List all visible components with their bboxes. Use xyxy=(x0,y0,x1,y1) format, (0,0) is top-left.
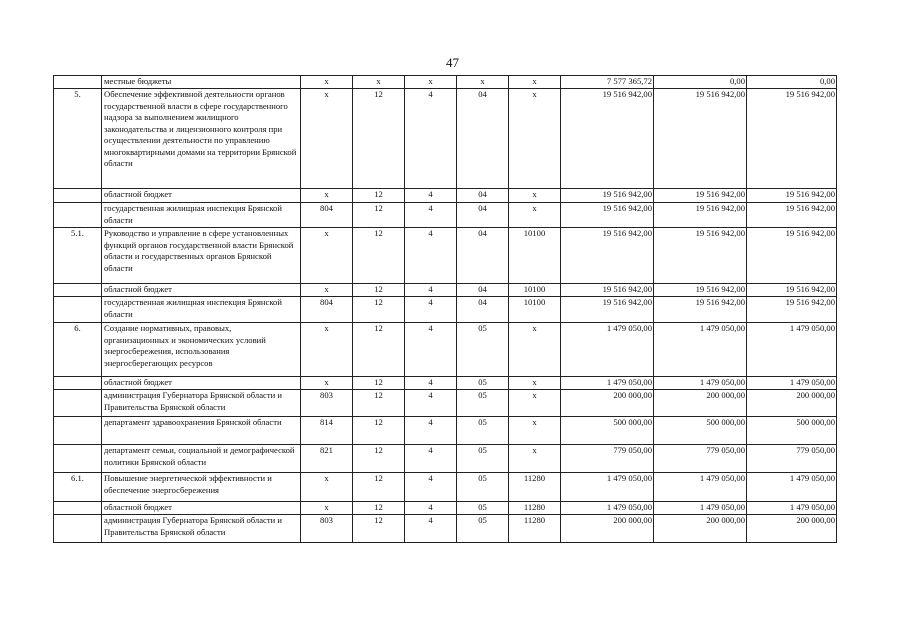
table-row xyxy=(54,515,837,543)
table-row xyxy=(54,228,837,284)
code-ministry: 803 xyxy=(301,390,353,417)
amount-year-2: 19 516 942,00 xyxy=(654,297,747,323)
code-subprogram: 4 xyxy=(405,323,457,377)
amount-year-3: 19 516 942,00 xyxy=(747,297,837,323)
amount-year-1: 1 479 050,00 xyxy=(561,377,654,390)
code-direction: x xyxy=(509,390,561,417)
row-description: областной бюджет xyxy=(102,284,301,297)
amount-year-1: 19 516 942,00 xyxy=(561,284,654,297)
amount-year-1: 779 050,00 xyxy=(561,445,654,473)
amount-year-1: 7 577 365,72 xyxy=(561,76,654,89)
row-number xyxy=(54,203,102,228)
code-event: 04 xyxy=(457,189,509,203)
table-row xyxy=(54,377,837,390)
amount-year-2: 19 516 942,00 xyxy=(654,203,747,228)
row-number xyxy=(54,377,102,390)
code-direction: 11280 xyxy=(509,502,561,515)
row-number xyxy=(54,515,102,543)
amount-year-2: 1 479 050,00 xyxy=(654,377,747,390)
table-row xyxy=(54,89,837,189)
row-description: Обеспечение эффективной деятельности органов государственной власти в сфере государственного надзора за выполнением жилищного законодательства и лицензионного контроля при осуществлении деятельности по управлению многоквартирными домами на территории Брянской области xyxy=(102,89,301,189)
amount-year-3: 19 516 942,00 xyxy=(747,89,837,189)
code-subprogram: 4 xyxy=(405,284,457,297)
code-direction: 10100 xyxy=(509,297,561,323)
amount-year-2: 1 479 050,00 xyxy=(654,323,747,377)
code-direction: 10100 xyxy=(509,284,561,297)
code-program: 12 xyxy=(353,515,405,543)
code-subprogram: 4 xyxy=(405,473,457,502)
amount-year-2: 19 516 942,00 xyxy=(654,89,747,189)
code-program: 12 xyxy=(353,323,405,377)
row-description: областной бюджет xyxy=(102,502,301,515)
code-ministry: x xyxy=(301,502,353,515)
amount-year-2: 779 050,00 xyxy=(654,445,747,473)
row-number xyxy=(54,189,102,203)
amount-year-2: 200 000,00 xyxy=(654,515,747,543)
code-direction: x xyxy=(509,189,561,203)
row-number xyxy=(54,76,102,89)
code-subprogram: 4 xyxy=(405,189,457,203)
row-description: департамент здравоохранения Брянской области xyxy=(102,417,301,445)
code-direction: 10100 xyxy=(509,228,561,284)
table-row xyxy=(54,473,837,502)
code-ministry: x xyxy=(301,76,353,89)
code-event: 05 xyxy=(457,377,509,390)
code-subprogram: 4 xyxy=(405,390,457,417)
code-event: x xyxy=(457,76,509,89)
code-event: 04 xyxy=(457,284,509,297)
code-subprogram: x xyxy=(405,76,457,89)
code-event: 04 xyxy=(457,228,509,284)
amount-year-2: 1 479 050,00 xyxy=(654,473,747,502)
table-row xyxy=(54,417,837,445)
code-ministry: 821 xyxy=(301,445,353,473)
code-program: 12 xyxy=(353,417,405,445)
code-subprogram: 4 xyxy=(405,228,457,284)
code-event: 04 xyxy=(457,203,509,228)
code-program: 12 xyxy=(353,473,405,502)
code-direction: x xyxy=(509,323,561,377)
row-description: государственная жилищная инспекция Брянской области xyxy=(102,297,301,323)
code-subprogram: 4 xyxy=(405,89,457,189)
code-subprogram: 4 xyxy=(405,377,457,390)
row-description: местные бюджеты xyxy=(102,76,301,89)
code-program: 12 xyxy=(353,377,405,390)
row-description: областной бюджет xyxy=(102,189,301,203)
code-event: 04 xyxy=(457,89,509,189)
table-row xyxy=(54,297,837,323)
code-event: 05 xyxy=(457,502,509,515)
row-description: администрация Губернатора Брянской области и Правительства Брянской области xyxy=(102,515,301,543)
table-row xyxy=(54,76,837,89)
code-direction: 11280 xyxy=(509,515,561,543)
code-program: 12 xyxy=(353,445,405,473)
amount-year-3: 200 000,00 xyxy=(747,390,837,417)
code-direction: 11280 xyxy=(509,473,561,502)
code-program: 12 xyxy=(353,228,405,284)
amount-year-3: 500 000,00 xyxy=(747,417,837,445)
code-ministry: x xyxy=(301,284,353,297)
table-row xyxy=(54,189,837,203)
row-description: Повышение энергетической эффективности и обеспечение энергосбережения xyxy=(102,473,301,502)
budget-table xyxy=(53,75,837,543)
code-ministry: x xyxy=(301,377,353,390)
code-event: 05 xyxy=(457,323,509,377)
code-ministry: x xyxy=(301,189,353,203)
code-ministry: 814 xyxy=(301,417,353,445)
table-row xyxy=(54,203,837,228)
row-number: 6.1. xyxy=(54,473,102,502)
amount-year-3: 1 479 050,00 xyxy=(747,502,837,515)
amount-year-3: 1 479 050,00 xyxy=(747,377,837,390)
amount-year-3: 1 479 050,00 xyxy=(747,323,837,377)
code-subprogram: 4 xyxy=(405,445,457,473)
table-body xyxy=(54,76,837,543)
amount-year-3: 1 479 050,00 xyxy=(747,473,837,502)
code-event: 05 xyxy=(457,515,509,543)
code-program: 12 xyxy=(353,284,405,297)
table-row xyxy=(54,445,837,473)
code-direction: x xyxy=(509,377,561,390)
table-row xyxy=(54,323,837,377)
code-ministry: x xyxy=(301,323,353,377)
code-program: 12 xyxy=(353,89,405,189)
row-description: администрация Губернатора Брянской области и Правительства Брянской области xyxy=(102,390,301,417)
code-subprogram: 4 xyxy=(405,203,457,228)
code-direction: x xyxy=(509,445,561,473)
code-event: 05 xyxy=(457,445,509,473)
code-direction: x xyxy=(509,203,561,228)
row-number: 6. xyxy=(54,323,102,377)
code-ministry: 804 xyxy=(301,203,353,228)
row-number xyxy=(54,390,102,417)
code-program: x xyxy=(353,76,405,89)
amount-year-2: 500 000,00 xyxy=(654,417,747,445)
code-program: 12 xyxy=(353,502,405,515)
row-number xyxy=(54,284,102,297)
code-direction: x xyxy=(509,76,561,89)
amount-year-1: 1 479 050,00 xyxy=(561,473,654,502)
code-subprogram: 4 xyxy=(405,297,457,323)
code-program: 12 xyxy=(353,390,405,417)
amount-year-1: 1 479 050,00 xyxy=(561,502,654,515)
amount-year-1: 500 000,00 xyxy=(561,417,654,445)
code-ministry: x xyxy=(301,89,353,189)
table-row xyxy=(54,284,837,297)
code-ministry: 803 xyxy=(301,515,353,543)
row-number: 5. xyxy=(54,89,102,189)
code-program: 12 xyxy=(353,203,405,228)
code-program: 12 xyxy=(353,189,405,203)
code-subprogram: 4 xyxy=(405,417,457,445)
row-description: государственная жилищная инспекция Брянской области xyxy=(102,203,301,228)
code-event: 05 xyxy=(457,473,509,502)
table-row xyxy=(54,502,837,515)
code-direction: x xyxy=(509,417,561,445)
amount-year-2: 19 516 942,00 xyxy=(654,189,747,203)
amount-year-2: 1 479 050,00 xyxy=(654,502,747,515)
row-number xyxy=(54,297,102,323)
row-description: департамент семьи, социальной и демографической политики Брянской области xyxy=(102,445,301,473)
amount-year-3: 19 516 942,00 xyxy=(747,228,837,284)
row-number xyxy=(54,502,102,515)
amount-year-3: 200 000,00 xyxy=(747,515,837,543)
code-event: 04 xyxy=(457,297,509,323)
amount-year-3: 0,00 xyxy=(747,76,837,89)
amount-year-1: 19 516 942,00 xyxy=(561,189,654,203)
amount-year-2: 19 516 942,00 xyxy=(654,284,747,297)
amount-year-2: 0,00 xyxy=(654,76,747,89)
code-subprogram: 4 xyxy=(405,502,457,515)
amount-year-1: 200 000,00 xyxy=(561,390,654,417)
row-description: Создание нормативных, правовых, организационных и экономических условий энергосбережения, использования энергосберегающих ресурсов xyxy=(102,323,301,377)
amount-year-1: 19 516 942,00 xyxy=(561,297,654,323)
code-event: 05 xyxy=(457,390,509,417)
code-ministry: x xyxy=(301,473,353,502)
amount-year-3: 19 516 942,00 xyxy=(747,189,837,203)
amount-year-3: 19 516 942,00 xyxy=(747,203,837,228)
amount-year-1: 19 516 942,00 xyxy=(561,228,654,284)
amount-year-3: 779 050,00 xyxy=(747,445,837,473)
row-description: областной бюджет xyxy=(102,377,301,390)
amount-year-1: 200 000,00 xyxy=(561,515,654,543)
code-subprogram: 4 xyxy=(405,515,457,543)
amount-year-2: 200 000,00 xyxy=(654,390,747,417)
amount-year-1: 19 516 942,00 xyxy=(561,89,654,189)
row-number xyxy=(54,417,102,445)
amount-year-3: 19 516 942,00 xyxy=(747,284,837,297)
code-event: 05 xyxy=(457,417,509,445)
amount-year-1: 1 479 050,00 xyxy=(561,323,654,377)
row-description: Руководство и управление в сфере установленных функций органов государственной власти Брянской области и государственных органов Брянской области xyxy=(102,228,301,284)
amount-year-1: 19 516 942,00 xyxy=(561,203,654,228)
row-number: 5.1. xyxy=(54,228,102,284)
row-number xyxy=(54,445,102,473)
table-row xyxy=(54,390,837,417)
code-direction: x xyxy=(509,89,561,189)
amount-year-2: 19 516 942,00 xyxy=(654,228,747,284)
page-number: 47 xyxy=(446,55,459,70)
code-ministry: x xyxy=(301,228,353,284)
code-ministry: 804 xyxy=(301,297,353,323)
code-program: 12 xyxy=(353,297,405,323)
